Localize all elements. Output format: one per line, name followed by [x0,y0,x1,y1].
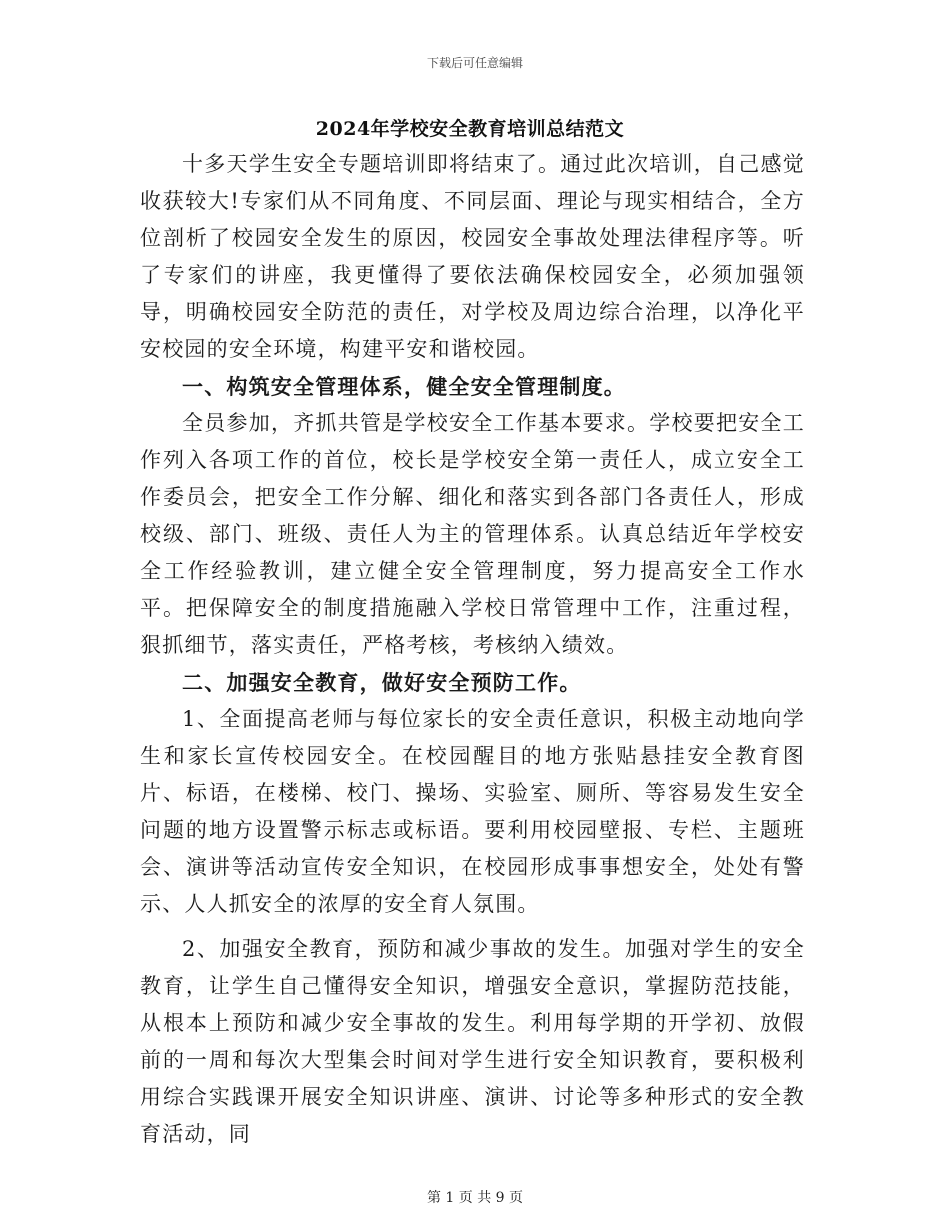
section-heading-2: 二、加强安全教育，做好安全预防工作。 [182,670,582,695]
paragraph-item-2: 2、加强安全教育，预防和减少事故的发生。加强对学生的安全教育，让学生自己懂得安全知识，增强安全意识，掌握防范技能，从根本上预防和减少安全事故的发生。利用每学期的开学初、放假前的一周和每次大型集会时间对学生进行安全知识教育，要积极利用综合实践课开展安全知识讲座、演讲、讨论等多种形式的安全教育活动，同 [140,937,805,1146]
paragraph-intro: 十多天学生安全专题培训即将结束了。通过此次培训，自己感觉收获较大!专家们从不同角度、不同层面、理论与现实相结合，全方位剖析了校园安全发生的原因，校园安全事故处理法律程序等。听了专家们的讲座，我更懂得了要依法确保校园安全，必须加强领导，明确校园安全防范的责任，对学校及周边综合治理，以净化平安校园的安全环境，构建平安和谐校园。 [140,152,805,361]
section-heading-1: 一、构筑安全管理体系，健全安全管理制度。 [182,374,626,399]
document-body [140,146,805,1153]
header-note: 下载后可任意编辑 [426,56,523,70]
paragraph-item-1: 1、全面提高老师与每位家长的安全责任意识，积极主动地向学生和家长宣传校园安全。在校园醒目的地方张贴悬挂安全教育图片、标语，在楼梯、校门、操场、实验室、厕所、等容易发生安全问题的地方设置警示标志或标语。要利用校园壁报、专栏、主题班会、演讲等活动宣传安全知识，在校园形成事事想安全，处处有警示、人人抓安全的浓厚的安全育人氛围。 [140,707,805,916]
document-title: 2024年学校安全教育培训总结范文 [315,118,625,140]
paragraph-section-1: 全员参加，齐抓共管是学校安全工作基本要求。学校要把安全工作列入各项工作的首位，校长是学校安全第一责任人，成立安全工作委员会，把安全工作分解、细化和落实到各部门各责任人，形成校级、部门、班级、责任人为主的管理体系。认真总结近年学校安全工作经验教训，建立健全安全管理制度，努力提高安全工作水平。把保障安全的制度措施融入学校日常管理中工作，注重过程，狠抓细节，落实责任，严格考核，考核纳入绩效。 [140,411,805,657]
page-number: 第 1 页 共 9 页 [426,1190,524,1206]
